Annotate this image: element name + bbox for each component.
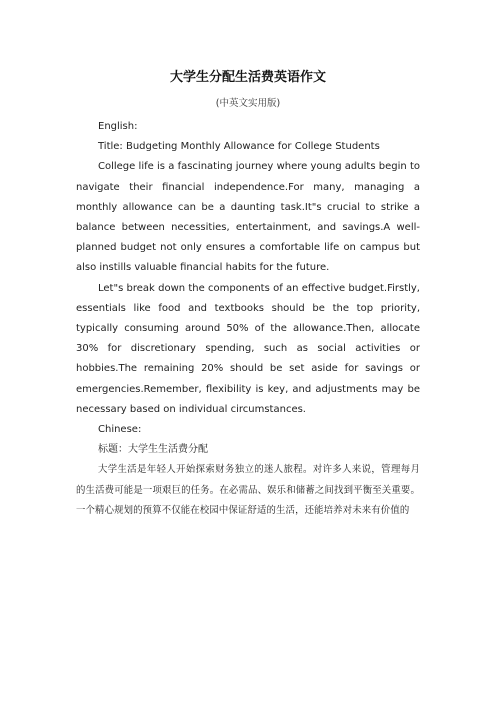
english-title: Title: Budgeting Monthly Allowance for College Students	[98, 141, 380, 153]
english-paragraph-2: Let"s break down the components of an effective budget.Firstly, essentials like food and textbooks should be the top priority, typically consuming around 50% of the allowance.Then, allocate 30% for discretionary spending, such as social activities or hobbies.The remaining 20% should be set aside for savings or emergencies.Remember, flexibility is key, and adjustments may be necessary based on individual circumstances.	[76, 282, 420, 415]
document-subtitle: (中英文实用版)	[215, 98, 281, 109]
chinese-title: 标题：大学生生活费分配	[98, 444, 208, 456]
english-label: English:	[98, 121, 138, 132]
english-paragraph-1: College life is a fascinating journey where young adults begin to navigate their financial independence.For many, managing a monthly allowance can be a daunting task.It"s crucial to strike a balance between necessities, entertainment, and savings.A well-planned budget not only ensures a comfortable life on campus but also instills valuable financial habits for the future.	[76, 161, 420, 274]
chinese-paragraph-1: 大学生活是年轻人开始探索财务独立的迷人旅程。对许多人来说，管理每月的生活费可能是一项艰巨的任务。在必需品、娱乐和储蓄之间找到平衡至关重要。一个精心规划的预算不仅能在校园中保证舒适的生活，还能培养对未来有价值的	[76, 464, 420, 517]
document-body	[76, 117, 420, 522]
document-title: 大学生分配生活费英语作文	[169, 70, 326, 85]
chinese-label: Chinese:	[98, 424, 142, 436]
